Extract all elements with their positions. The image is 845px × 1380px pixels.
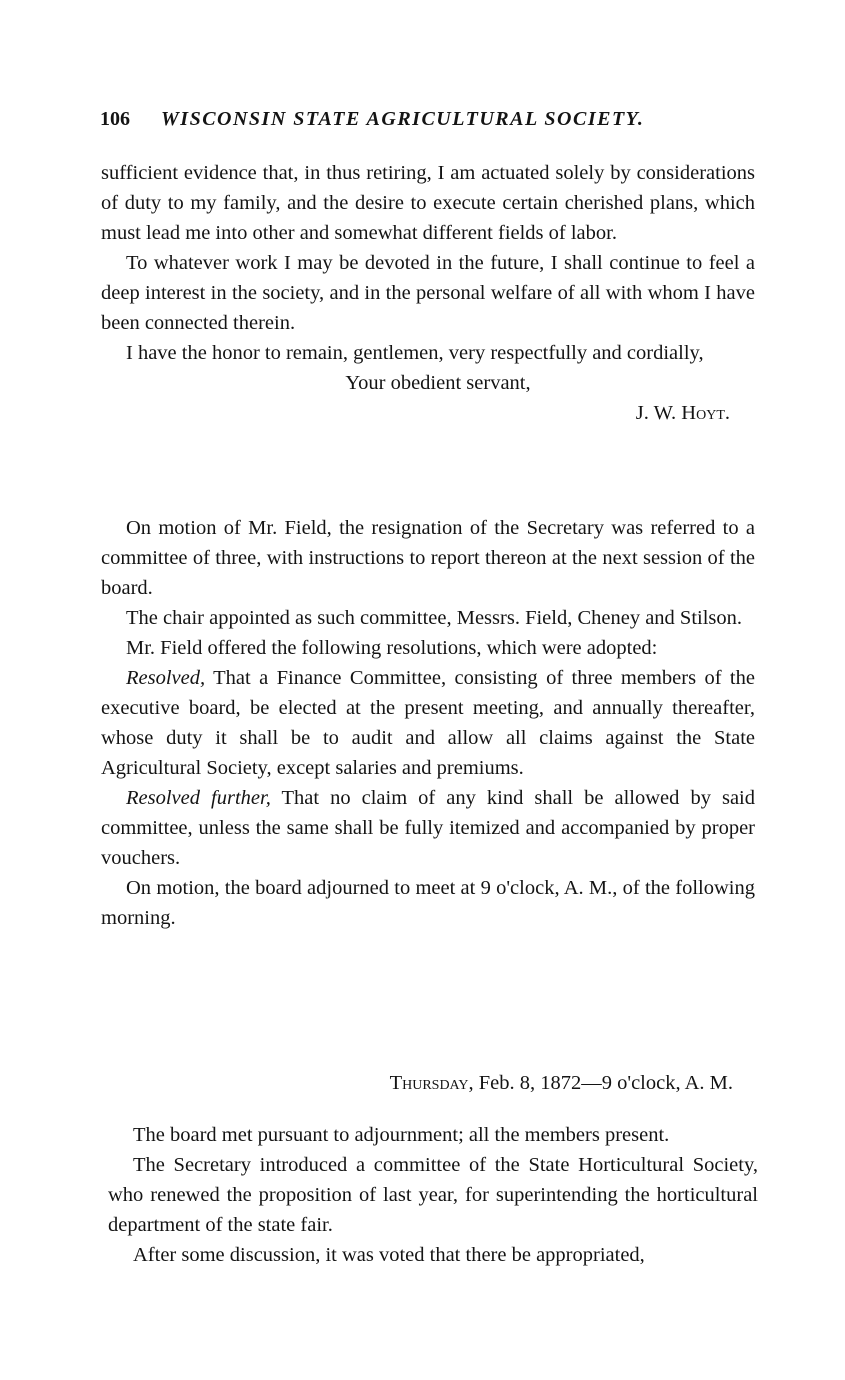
minutes-section (101, 513, 755, 933)
session-section (108, 1120, 758, 1270)
resolution-1-text: That a Finance Committee, consisting of three members of the executive board, be elected at the present meeting, and annually thereafter, whose duty it shall be to audit and allow all claims against the State Agricultural Society, except salaries and premiums. (101, 667, 755, 779)
letter-paragraph-1: sufficient evidence that, in thus retiring, I am actuated solely by considerations of duty to my family, and the desire to execute certain cherished plans, which must lead me into other and somewhat different fields of labor. (101, 162, 755, 244)
letter-paragraph-3: I have the honor to remain, gentlemen, very respectfully and cordially, (126, 342, 704, 364)
running-title: WISCONSIN STATE AGRICULTURAL SOCIETY. (161, 108, 645, 130)
signature-initials: J. W. (635, 402, 677, 424)
session-day: Thursday, (389, 1072, 474, 1094)
minutes-paragraph-2: The chair appointed as such committee, Messrs. Field, Cheney and Stilson. (126, 607, 743, 629)
letter-continuation (101, 158, 755, 428)
session-heading (101, 1072, 733, 1095)
page-header (100, 108, 740, 131)
session-paragraph-3: After some discussion, it was voted that there be appropriated, (133, 1244, 645, 1266)
page-number: 106 (100, 108, 130, 130)
resolution-2-text: That no claim of any kind shall be allowed by said committee, unless the same shall be fully itemized and accompanied by proper vouchers. (101, 787, 755, 869)
resolution-2-label: Resolved further, (126, 787, 271, 809)
minutes-paragraph-3: Mr. Field offered the following resolutions, which were adopted: (126, 637, 658, 659)
session-paragraph-1: The board met pursuant to adjournment; all the members present. (133, 1124, 670, 1146)
session-datetime: Feb. 8, 1872—9 o'clock, A. M. (478, 1072, 733, 1094)
minutes-paragraph-4: On motion, the board adjourned to meet at 9 o'clock, A. M., of the following morning. (101, 877, 755, 929)
minutes-paragraph-1: On motion of Mr. Field, the resignation of the Secretary was referred to a committee of three, with instructions to report thereon at the next session of the board. (101, 517, 755, 599)
letter-closing: Your obedient servant, (345, 372, 531, 394)
resolution-1 (101, 663, 755, 783)
letter-signature (101, 398, 755, 428)
letter-paragraph-2: To whatever work I may be devoted in the future, I shall continue to feel a deep interest in the society, and in the personal welfare of all with whom I have been connected therein. (101, 252, 755, 334)
session-paragraph-2: The Secretary introduced a committee of the State Horticultural Society, who renewed the proposition of last year, for superintending the horticultural department of the state fair. (108, 1154, 758, 1236)
resolution-2 (101, 783, 755, 873)
resolution-1-label: Resolved, (126, 667, 206, 689)
signature-surname: Hoyt. (681, 402, 730, 424)
